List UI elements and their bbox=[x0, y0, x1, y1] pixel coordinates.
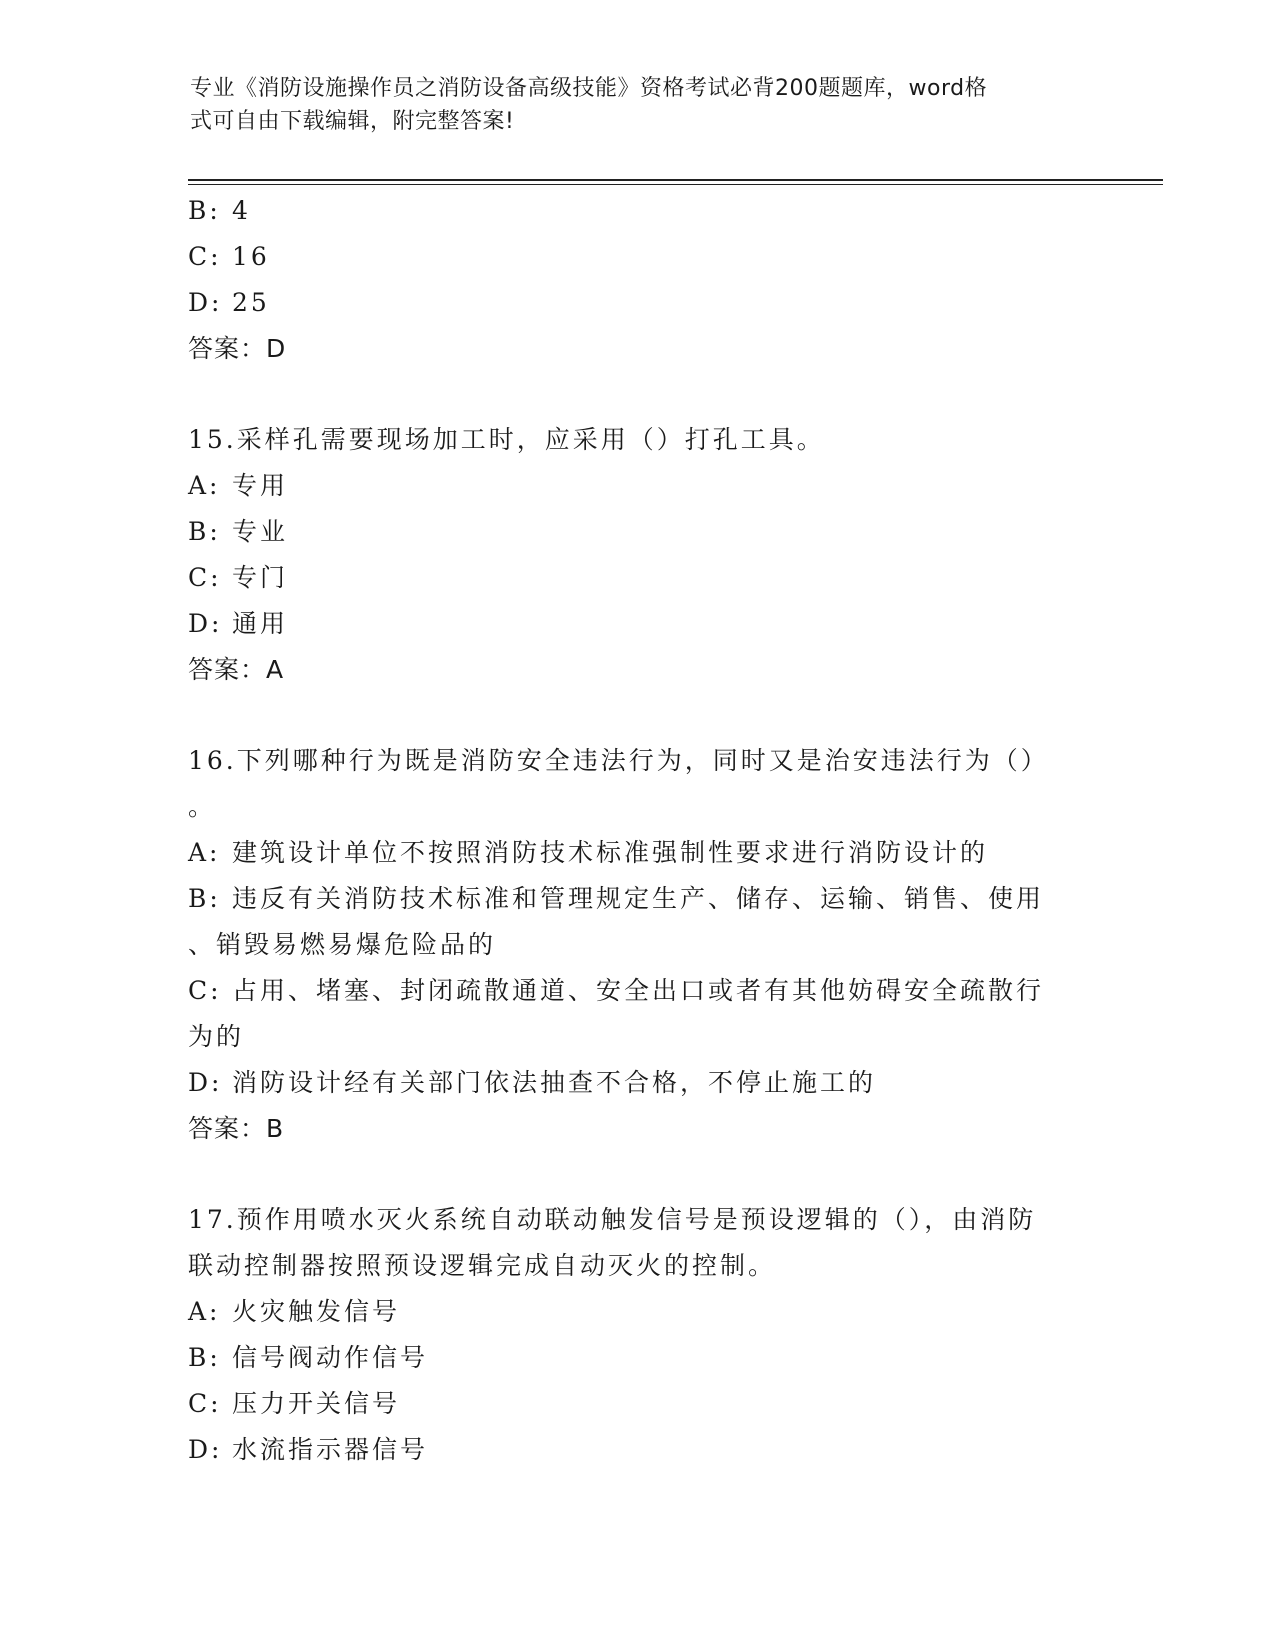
option-c: C: 占用、堵塞、封闭疏散通道、安全出口或者有其他妨碍安全疏散行 bbox=[188, 976, 1045, 1005]
option-a: A: 建筑设计单位不按照消防技术标准强制性要求进行消防设计的 bbox=[188, 838, 989, 867]
option-d: D: 25 bbox=[188, 288, 270, 317]
option-c: C: 16 bbox=[188, 242, 270, 271]
header-rule-thin bbox=[188, 184, 1163, 185]
option-c-continued: 为的 bbox=[188, 1022, 245, 1051]
question-block-15 bbox=[188, 417, 1088, 693]
question-block-continued bbox=[188, 188, 1088, 372]
question-block-17 bbox=[188, 1197, 1088, 1473]
answer-line: 答案：B bbox=[188, 1114, 285, 1143]
option-b: B: 专业 bbox=[188, 517, 289, 546]
option-b: B: 4 bbox=[188, 196, 251, 225]
question-stem-line-2: 联动控制器按照预设逻辑完成自动灭火的控制。 bbox=[188, 1251, 777, 1280]
option-c: C: 专门 bbox=[188, 563, 289, 592]
header-line-2: 式可自由下载编辑，附完整答案! bbox=[190, 109, 515, 134]
header-rule-thick bbox=[188, 179, 1163, 181]
question-block-16 bbox=[188, 738, 1088, 1152]
question-stem: 15.采样孔需要现场加工时，应采用（）打孔工具。 bbox=[188, 425, 825, 454]
option-d: D: 消防设计经有关部门依法抽查不合格，不停止施工的 bbox=[188, 1068, 877, 1097]
option-d: D: 水流指示器信号 bbox=[188, 1435, 429, 1464]
question-stem-line-2: 。 bbox=[188, 792, 217, 821]
question-stem-line-1: 16.下列哪种行为既是消防安全违法行为，同时又是治安违法行为（） bbox=[188, 746, 1049, 775]
option-d: D: 通用 bbox=[188, 609, 289, 638]
option-b: B: 信号阀动作信号 bbox=[188, 1343, 429, 1372]
answer-line: 答案：A bbox=[188, 655, 285, 684]
option-a: A: 专用 bbox=[188, 471, 289, 500]
header-line-1: 专业《消防设施操作员之消防设备高级技能》资格考试必背200题题库，word格 bbox=[190, 76, 988, 101]
document-header bbox=[190, 72, 1090, 138]
option-b-continued: 、销毁易燃易爆危险品的 bbox=[188, 930, 497, 959]
question-stem-line-1: 17.预作用喷水灭火系统自动联动触发信号是预设逻辑的（），由消防 bbox=[188, 1205, 1037, 1234]
option-a: A: 火灾触发信号 bbox=[188, 1297, 401, 1326]
option-b: B: 违反有关消防技术标准和管理规定生产、储存、运输、销售、使用 bbox=[188, 884, 1045, 913]
option-c: C: 压力开关信号 bbox=[188, 1389, 401, 1418]
question-list bbox=[188, 188, 1088, 1473]
answer-line: 答案：D bbox=[188, 334, 287, 363]
